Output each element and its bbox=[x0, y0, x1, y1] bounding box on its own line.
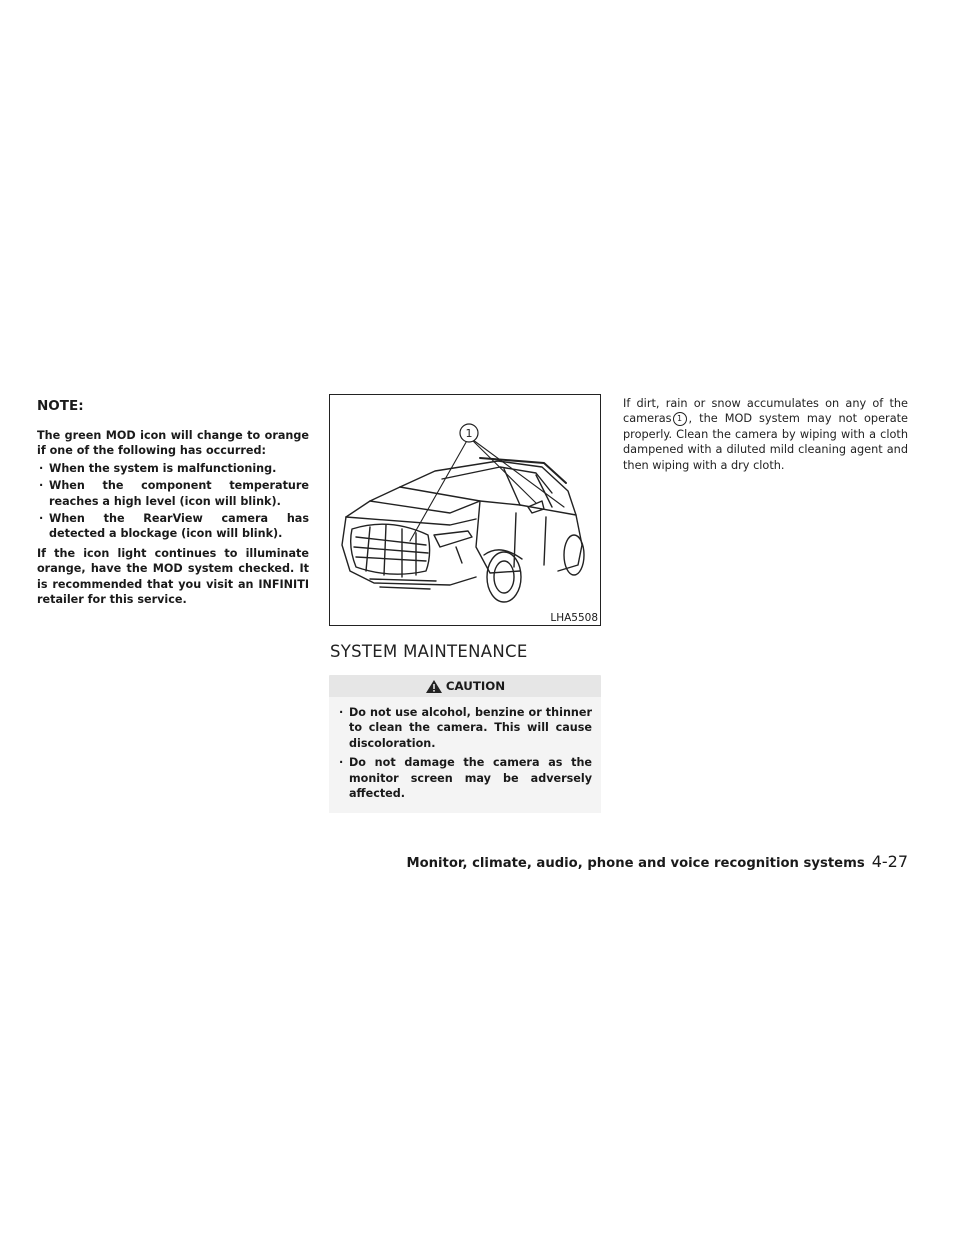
caution-list-item: · Do not damage the camera as the monitor screen may be adversely affected. bbox=[339, 756, 592, 801]
note-list bbox=[37, 461, 309, 542]
note-intro: The green MOD icon will change to orange if one of the following has occurred: bbox=[37, 429, 309, 458]
caution-label: CAUTION bbox=[445, 679, 506, 693]
figure-code: LHA5508 bbox=[550, 612, 598, 624]
caution-list bbox=[337, 705, 592, 801]
note-list-item: · When the RearView camera has detected a blockage (icon will blink). bbox=[39, 512, 309, 541]
maintenance-text-column bbox=[623, 396, 908, 473]
maintenance-column bbox=[329, 396, 601, 813]
note-list-item: · When the system is malfunctioning. bbox=[39, 461, 277, 475]
note-column bbox=[37, 396, 309, 609]
caution-list-item: · Do not use alcohol, benzine or thinner to clean the camera. This will cause discoloration. bbox=[339, 706, 592, 750]
callout-ref-icon: 1 bbox=[673, 412, 687, 426]
section-title: SYSTEM MAINTENANCE bbox=[330, 642, 528, 661]
caution-header bbox=[329, 675, 601, 697]
page-number: 4-27 bbox=[871, 852, 908, 871]
maintenance-paragraph: If dirt, rain or snow accumulates on any of the cameras 1 , the MOD system may not operate properly. Clean the camera by wiping with a cloth dampened with a diluted mild cleaning agent and then wiping with a dry cloth. bbox=[623, 397, 908, 472]
note-heading: NOTE: bbox=[37, 398, 84, 414]
warning-icon bbox=[425, 679, 443, 694]
footer-section-title: Monitor, climate, audio, phone and voice recognition systems bbox=[406, 856, 865, 871]
page-footer bbox=[406, 852, 908, 871]
caution-body bbox=[329, 697, 601, 813]
caution-box bbox=[329, 675, 601, 813]
figure-callout: 1 bbox=[465, 427, 473, 440]
note-closing: If the icon light continues to illuminate orange, have the MOD system checked. It is recommended that you visit an INFINITI retailer for this service. bbox=[37, 546, 309, 607]
note-list-item: · When the component temperature reaches a high level (icon will blink). bbox=[39, 479, 309, 508]
vehicle-camera-figure bbox=[329, 394, 601, 626]
vehicle-illustration bbox=[330, 395, 600, 625]
